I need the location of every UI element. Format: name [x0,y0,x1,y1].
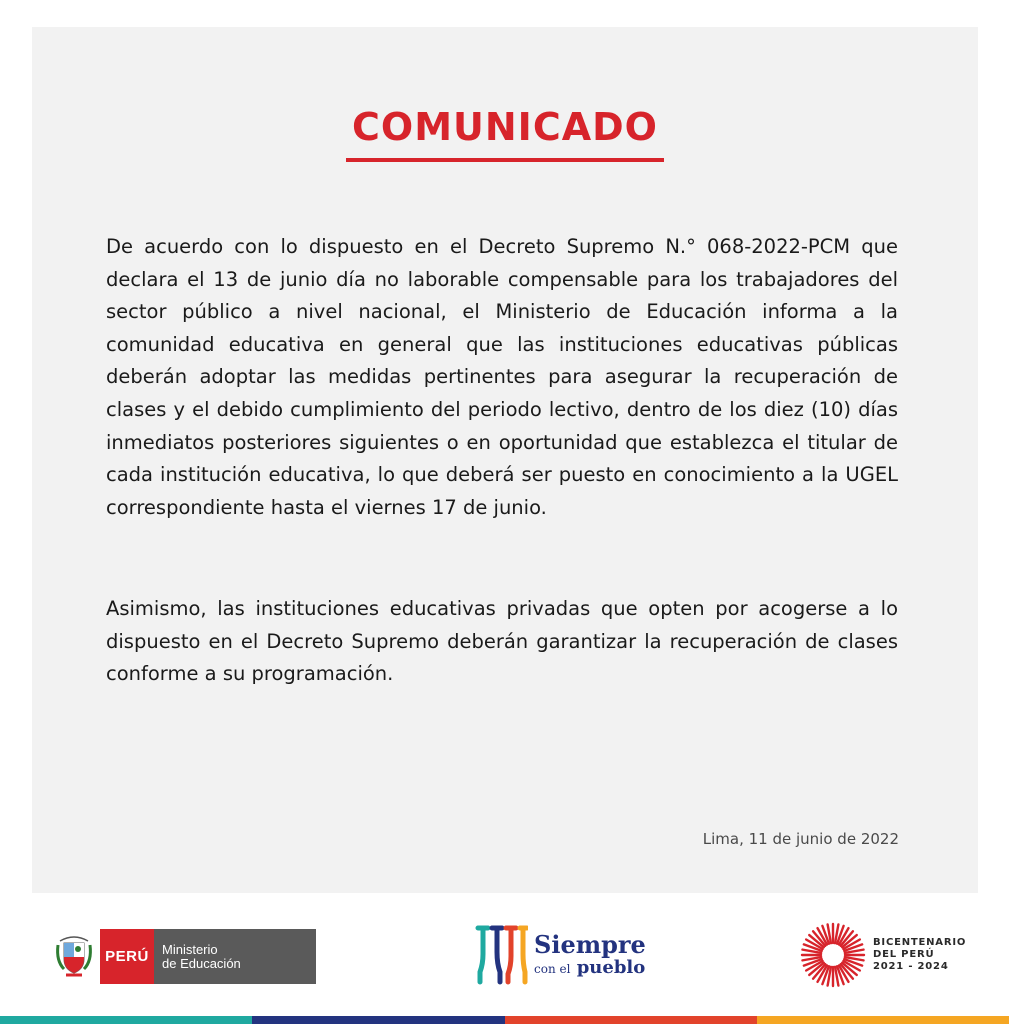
bottom-color-stripes [0,1016,1009,1024]
body-paragraph-1: De acuerdo con lo dispuesto en el Decreto Supremo N.° 068-2022-PCM que declara el 13 de junio día no laborable compensable para los trabajadores del sector público a nivel nacional, el Ministerio de Educación informa a la comunidad educativa en general que las instituciones educativas públicas deberán adoptar las medidas pertinentes para asegurar la recuperación de clases y el debido cumplimiento del periodo lectivo, dentro de los diez (10) días inmediatos posteriores siguientes o en oportunidad que establezca el titular de cada institución educativa, lo que deberá ser puesto en conocimiento a la UGEL correspondiente hasta el viernes 17 de junio. [106,235,898,519]
ministry-name [154,929,316,984]
stripe-red [505,1016,757,1024]
communique-card [32,27,978,893]
peru-label: PERÚ [100,929,154,984]
body-paragraph-2: Asimismo, las instituciones educativas privadas que opten por acogerse a lo dispuesto en el Decreto Supremo deberán garantizar la recuperación de clases conforme a su programación. [106,597,898,686]
siempre-line-2-small: con el [534,961,571,976]
minedu-logo [54,929,316,984]
stripe-blue [252,1016,504,1024]
bicentenario-line-3: 2021 - 2024 [873,961,949,972]
siempre-line-2-big: pueblo [576,956,646,978]
bicentenario-line-2: DEL PERÚ [873,949,935,960]
bicentenario-line-1: BICENTENARIO [873,937,967,948]
coat-of-arms-icon [54,931,94,983]
stripe-teal [0,1016,252,1024]
place-date: Lima, 11 de junio de 2022 [702,830,899,848]
page-title: COMUNICADO [346,104,664,162]
siempre-line-1: Siempre [534,929,646,959]
siempre-con-el-pueblo-logo [472,924,646,986]
stripe-orange [757,1016,1009,1024]
bicentenario-logo [800,922,966,988]
ministry-line-2: de Educación [162,955,241,971]
colored-bars-icon [472,924,528,986]
ministry-line-1: Ministerio [162,941,218,957]
bicentenario-burst-icon [800,922,866,988]
